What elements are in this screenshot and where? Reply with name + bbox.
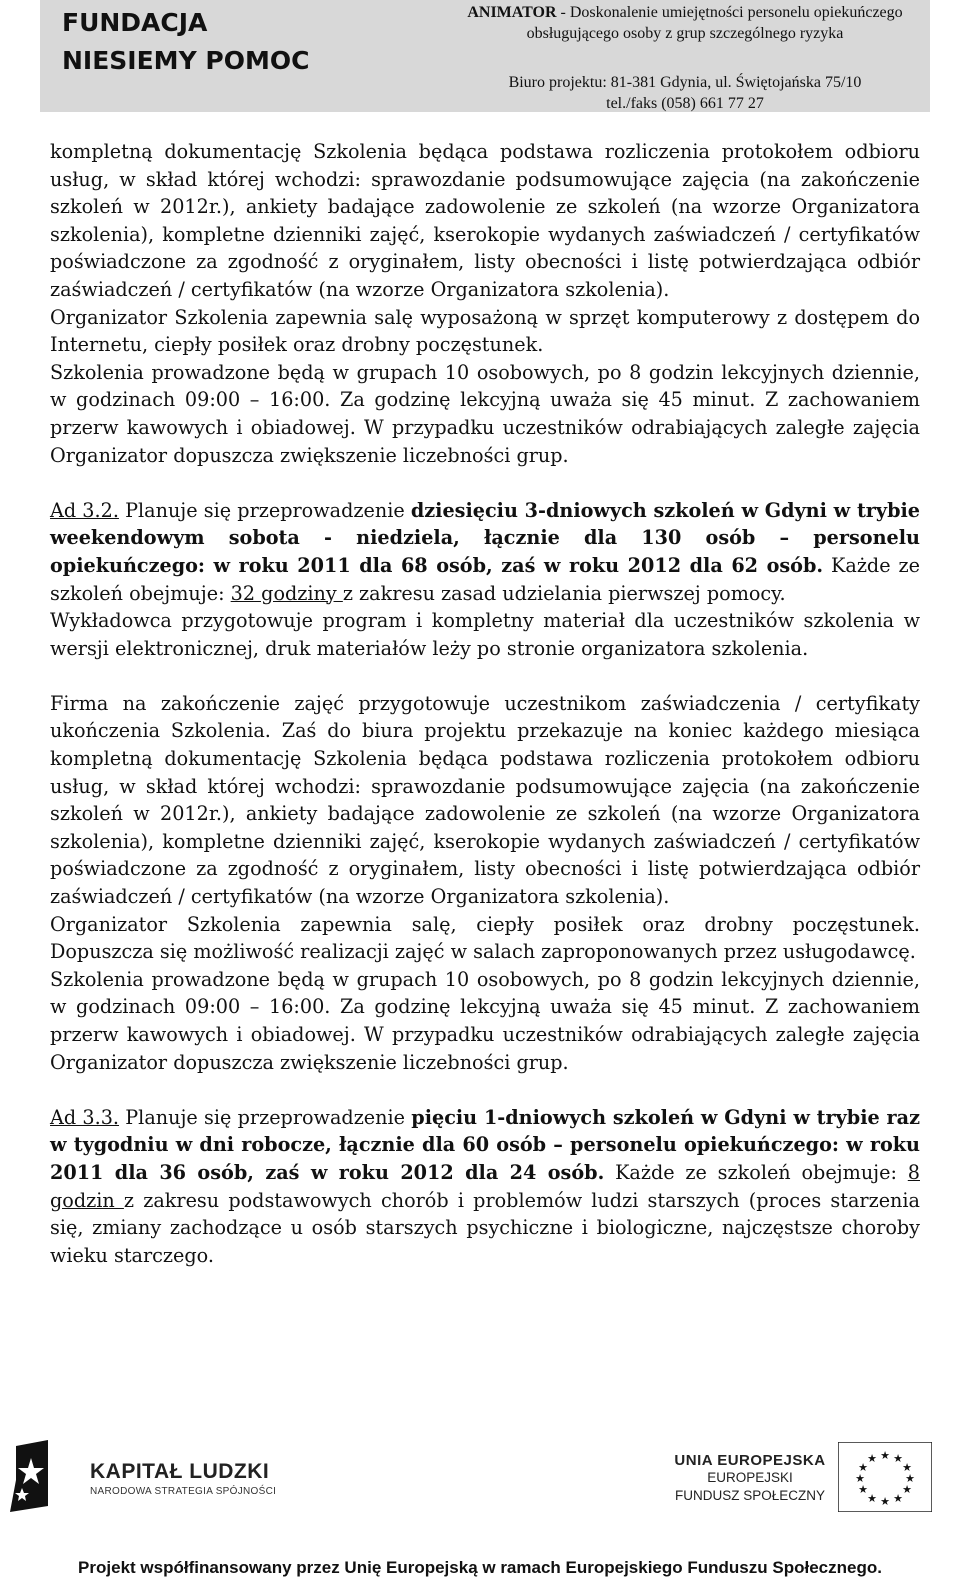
ad-3-2-summary: dziesięciu 3-dniowych szkoleń w Gdyni w trybie weekendowym sobota - niedziela, łącznie dla 130 osób – personelu opiekuńczego: w roku 2011 dla 68 osób, zaś w roku 2012 dla 62 osób. xyxy=(50,498,920,577)
paragraph-room-meal: Organizator Szkolenia zapewnia salę, ciepły posiłek oraz drobny poczęstunek. Dopuszcza się możliwość realizacji zajęć w salach zaproponowanych przez usługodawcę. xyxy=(50,912,920,964)
cofinancing-note: Projekt współfinansowany przez Unię Europejską w ramach Europejskiego Funduszu Społecznego. xyxy=(78,1558,882,1577)
ad-3-2-intro: Planuje się przeprowadzenie xyxy=(118,498,411,522)
svg-text:★: ★ xyxy=(858,1461,868,1474)
foundation-name-line1: FUNDACJA xyxy=(62,8,208,37)
project-info xyxy=(450,2,920,114)
svg-text:★: ★ xyxy=(893,1492,903,1505)
office-address: Biuro projektu: 81-381 Gdynia, ul. Świętojańska 75/10 xyxy=(508,74,862,91)
foundation-name xyxy=(62,4,309,80)
eu-name: UNIA EUROPEJSKA xyxy=(674,1452,826,1469)
eu-flag-icon xyxy=(838,1442,932,1512)
spacer xyxy=(50,1076,920,1104)
section-label-ad-3-2: Ad 3.2. xyxy=(50,498,119,522)
project-title xyxy=(450,2,920,23)
ad-3-3-after: Każde ze szkoleń obejmuje: xyxy=(604,1160,908,1184)
spacer xyxy=(50,469,920,497)
svg-text:★: ★ xyxy=(880,1449,890,1462)
footer-logos xyxy=(0,1430,960,1530)
project-name: ANIMATOR xyxy=(467,4,557,21)
svg-text:★: ★ xyxy=(855,1472,865,1485)
paragraph-ad-3-2 xyxy=(50,497,920,607)
kapital-ludzki-subtitle: NARODOWA STRATEGIA SPÓJNOŚCI xyxy=(90,1486,277,1497)
svg-text:★: ★ xyxy=(858,1483,868,1496)
svg-text:★: ★ xyxy=(902,1483,912,1496)
fund-name-line1: EUROPEJSKI xyxy=(707,1470,793,1485)
spacer xyxy=(50,662,920,690)
project-subtitle: - Doskonalenie umiejętności personelu opiekuńczego xyxy=(556,4,903,21)
svg-text:★: ★ xyxy=(867,1452,877,1465)
paragraph-ad-3-3 xyxy=(50,1104,920,1270)
kapital-ludzki-title: KAPITAŁ LUDZKI xyxy=(90,1460,270,1483)
ad-3-3-intro: Planuje się przeprowadzenie xyxy=(119,1105,412,1129)
paragraph-groups-schedule-2: Szkolenia prowadzone będą w grupach 10 osobowych, po 8 godzin lekcyjnych dziennie, w godzinach 09:00 – 16:00. Za godzinę lekcyjną uważa się 45 minut. Z zachowaniem przerw kawowych i obiadowej. W przypadku uczestników odrabiających zaległe zajęcia Organizator dopuszcza zwiększenie liczebności grup. xyxy=(50,967,920,1074)
paragraph-room-equipment: Organizator Szkolenia zapewnia salę wyposażoną w sprzęt komputerowy z dostępem do Internetu, ciepły posiłek oraz drobny poczęstunek. xyxy=(50,305,920,357)
section-label-ad-3-3: Ad 3.3. xyxy=(50,1105,120,1129)
document-body xyxy=(50,138,920,1269)
svg-text:★: ★ xyxy=(880,1495,890,1508)
ad-3-2-after: Każde ze szkoleń obejmuje: xyxy=(50,553,920,605)
ad-3-2-scope: z zakresu zasad udzielania pierwszej pomocy. xyxy=(342,581,786,605)
office-phone: tel./faks (058) 661 77 27 xyxy=(606,95,764,112)
kapital-ludzki-logo xyxy=(90,1460,276,1497)
project-title-line2: obsługującego osoby z grup szczególnego ryzyka xyxy=(526,25,844,42)
fund-name-line2: FUNDUSZ SPOŁECZNY xyxy=(674,1488,826,1503)
kapital-ludzki-emblem-icon xyxy=(8,1440,54,1512)
svg-text:★: ★ xyxy=(867,1492,877,1505)
paragraph-groups-schedule: Szkolenia prowadzone będą w grupach 10 osobowych, po 8 godzin lekcyjnych dziennie, w godzinach 09:00 – 16:00. Za godzinę lekcyjną uważa się 45 minut. Z zachowaniem przerw kawowych i obiadowej. W przypadku uczestników odrabiających zaległe zajęcia Organizator dopuszcza zwiększenie liczebności grup. xyxy=(50,360,920,467)
paragraph-lecturer: Wykładowca przygotowuje program i kompletny materiał dla uczestników szkolenia w wersji elektronicznej, druk materiałów leży po stronie organizatora szkolenia. xyxy=(50,609,920,660)
svg-text:★: ★ xyxy=(905,1472,915,1485)
svg-text:★: ★ xyxy=(893,1452,903,1465)
ad-3-2-hours: 32 godziny xyxy=(230,581,343,605)
letterhead xyxy=(40,0,930,112)
eu-logo-text xyxy=(670,1452,830,1505)
svg-text:★: ★ xyxy=(902,1461,912,1474)
ad-3-3-summary: pięciu 1-dniowych szkoleń w Gdyni w trybie raz w tygodniu w dni robocze, łącznie dla 60 osób – personelu opiekuńczego: w roku 2011 dla 36 osób, zaś w roku 2012 dla 24 osób. xyxy=(50,1105,920,1184)
paragraph-certificates: Firma na zakończenie zajęć przygotowuje uczestnikom zaświadczenia / certyfikaty ukończenia Szkolenia. Zaś do biura projektu przekazuje na koniec każdego miesiąca kompletną dokumentację Szkolenia będąca podstawa rozliczenia protokołem odbioru usług, w skład której wchodzi: sprawozdanie podsumowujące zajęcia (na zakończenie szkoleń w 2012r.), ankiety badające zadowolenie ze szkoleń (na wzorze Organizatora szkolenia), kompletne dzienniki zajęć, kserokopie wydanych zaświadczeń / certyfikatów poświadczone za zgodność z oryginałem, listy obecności i listę potwierdzająca odbiór zaświadczeń / certyfikatów (na wzorze Organizatora szkolenia). xyxy=(50,691,920,909)
ad-3-3-hours: 8 godzin xyxy=(50,1160,920,1212)
foundation-name-line2: NIESIEMY POMOC xyxy=(62,46,310,75)
paragraph-documentation: kompletną dokumentację Szkolenia będąca podstawa rozliczenia protokołem odbioru usług, w skład której wchodzi: sprawozdanie podsumowujące zajęcia (na zakończenie szkoleń w 2012r.), ankiety badające zadowolenie ze szkoleń (na wzorze Organizatora szkolenia), kompletne dzienniki zajęć, kserokopie wydanych zaświadczeń / certyfikatów poświadczone za zgodność z oryginałem, listy obecności i listę potwierdzająca odbiór zaświadczeń / certyfikatów (na wzorze Organizatora szkolenia). xyxy=(50,140,920,301)
ad-3-3-scope: z zakresu podstawowych chorób i problemów ludzi starszych (proces starzenia się, zmiany zachodzące u osób starszych psychiczne i biologiczne, najczęstsze choroby wieku starczego. xyxy=(50,1188,920,1267)
